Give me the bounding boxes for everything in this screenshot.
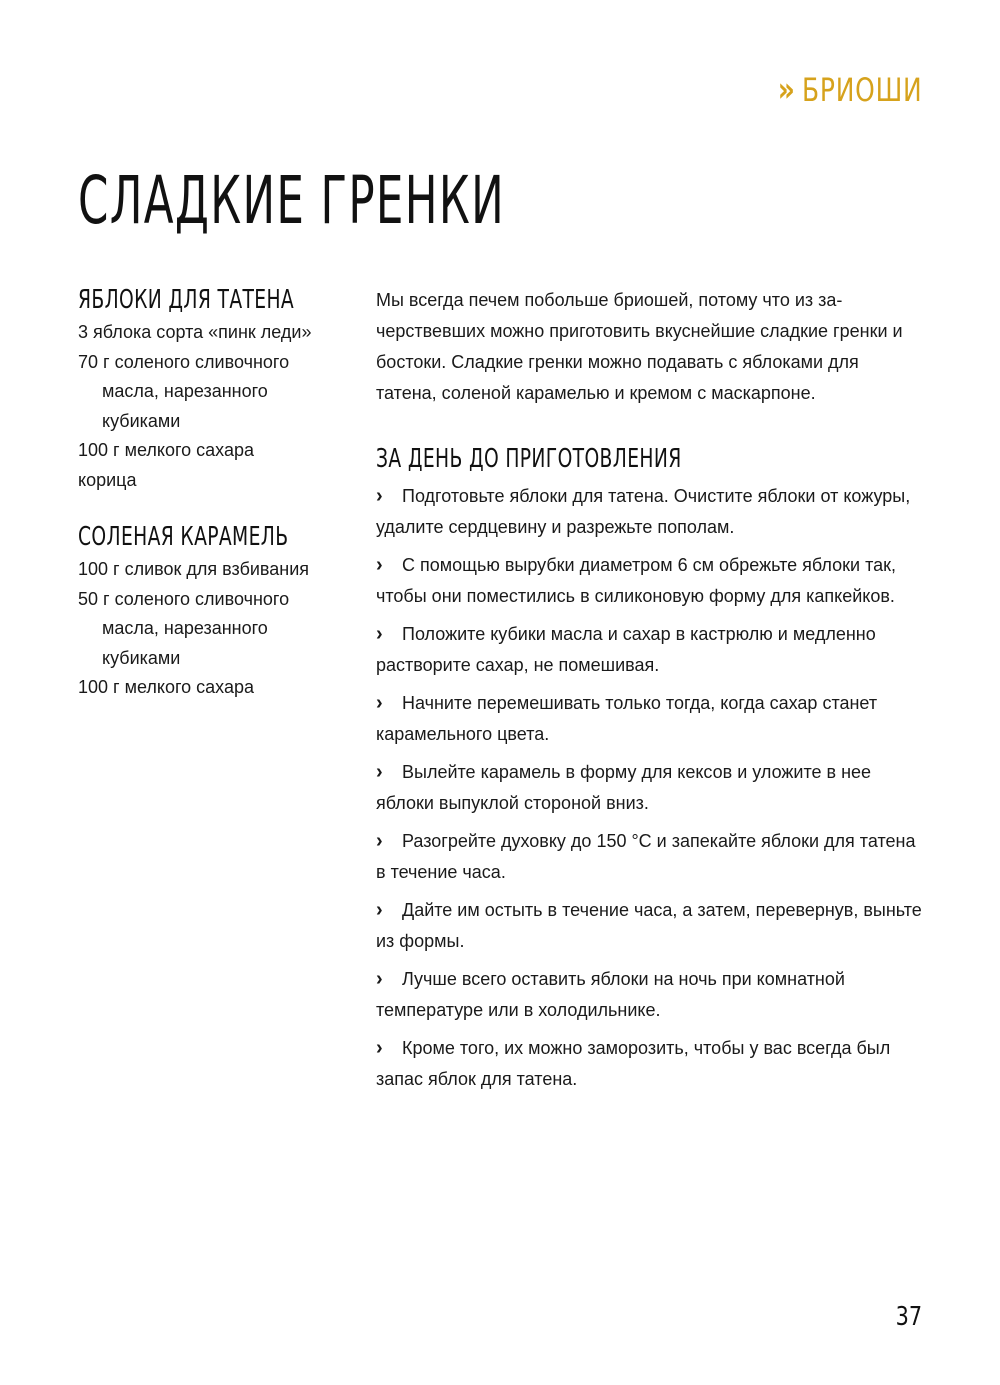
chevron-right-icon: › <box>376 761 383 784</box>
step-text: Подготовьте яблоки для татена. Очистите яблоки от кожуры, удалите сердцевину и разрежьте пополам. <box>376 486 911 538</box>
step-text: Лучше всего оставить яблоки на ночь при комнатной температуре или в холодильнике. <box>376 969 845 1021</box>
method-column <box>376 285 924 1102</box>
ingredient-item: 70 г соленого сливочного масла, нарезанного кубиками <box>78 351 290 431</box>
ingredients-column <box>78 285 348 730</box>
ingredient-item: 3 яблока сорта «пинк леди» <box>78 322 312 343</box>
step-text: Вылейте карамель в форму для кексов и уложите в нее яблоки выпуклой стороной вниз. <box>376 762 872 814</box>
ingredients-apples <box>78 285 348 495</box>
step-item <box>376 757 924 819</box>
caramel-list <box>78 555 348 703</box>
step-item <box>376 619 924 681</box>
step-item <box>376 895 924 957</box>
caramel-heading: СОЛЕНАЯ КАРАМЕЛЬ <box>78 522 289 553</box>
chevron-right-icon: › <box>376 830 383 853</box>
chevron-right-icon: › <box>376 968 383 991</box>
chevron-right-icon: › <box>376 692 383 715</box>
step-item <box>376 964 924 1026</box>
chevron-right-icon: › <box>376 623 383 646</box>
step-text: Положите кубики масла и сахар в кастрюлю и медленно растворите сахар, не помешивая. <box>376 624 876 676</box>
ingredient-item: 100 г мелкого сахара <box>78 440 255 461</box>
intro-paragraph: Мы всегда печем побольше бриошей, потому что из зачерствевших можно приготовить вкуснейшие сладкие гренки и бостоки. Сладкие гренки можно подавать с яблоками для татена, соленой карамелью и кремом с маскарпоне. <box>376 290 903 403</box>
page-number: 37 <box>895 1302 922 1332</box>
ingredient-item: 100 г сливок для взбивания <box>78 559 310 580</box>
ingredient-item: корица <box>78 469 137 490</box>
step-text: С помощью вырубки диаметром 6 см обрежьте яблоки так, чтобы они поместились в силиконовую форму для капкейков. <box>376 555 896 607</box>
step-text: Кроме того, их можно заморозить, чтобы у вас всегда был запас яблок для татена. <box>376 1038 891 1090</box>
chevron-right-icon: › <box>376 899 383 922</box>
step-item <box>376 481 924 543</box>
chevron-right-icon: › <box>376 1037 383 1060</box>
apples-list <box>78 318 348 495</box>
apples-heading: ЯБЛОКИ ДЛЯ ТАТЕНА <box>78 285 295 315</box>
ingredient-item: 100 г мелкого сахара <box>78 677 255 698</box>
ingredient-item: 50 г соленого сливочного масла, нарезанного кубиками <box>78 588 290 668</box>
ingredients-caramel <box>78 522 348 703</box>
step-text: Начните перемешивать только тогда, когда сахар станет карамельного цвета. <box>376 693 878 745</box>
page-title: СЛАДКИЕ ГРЕНКИ <box>78 162 505 239</box>
section-label: БРИОШИ <box>801 71 922 109</box>
step-item <box>376 550 924 612</box>
chevron-right-icon: » <box>777 70 796 110</box>
section-tag <box>777 70 922 110</box>
chevron-right-icon: › <box>376 554 383 577</box>
chevron-right-icon: › <box>376 485 383 508</box>
step-item <box>376 688 924 750</box>
step-item <box>376 1033 924 1095</box>
steps-list <box>376 481 924 1095</box>
step-text: Разогрейте духовку до 150 °C и запекайте яблоки для татена в течение часа. <box>376 831 916 883</box>
step-text: Дайте им остыть в течение часа, а затем, перевернув, выньте из формы. <box>376 900 922 952</box>
steps-heading: ЗА ДЕНЬ ДО ПРИГОТОВЛЕНИЯ <box>376 444 682 474</box>
step-item <box>376 826 924 888</box>
